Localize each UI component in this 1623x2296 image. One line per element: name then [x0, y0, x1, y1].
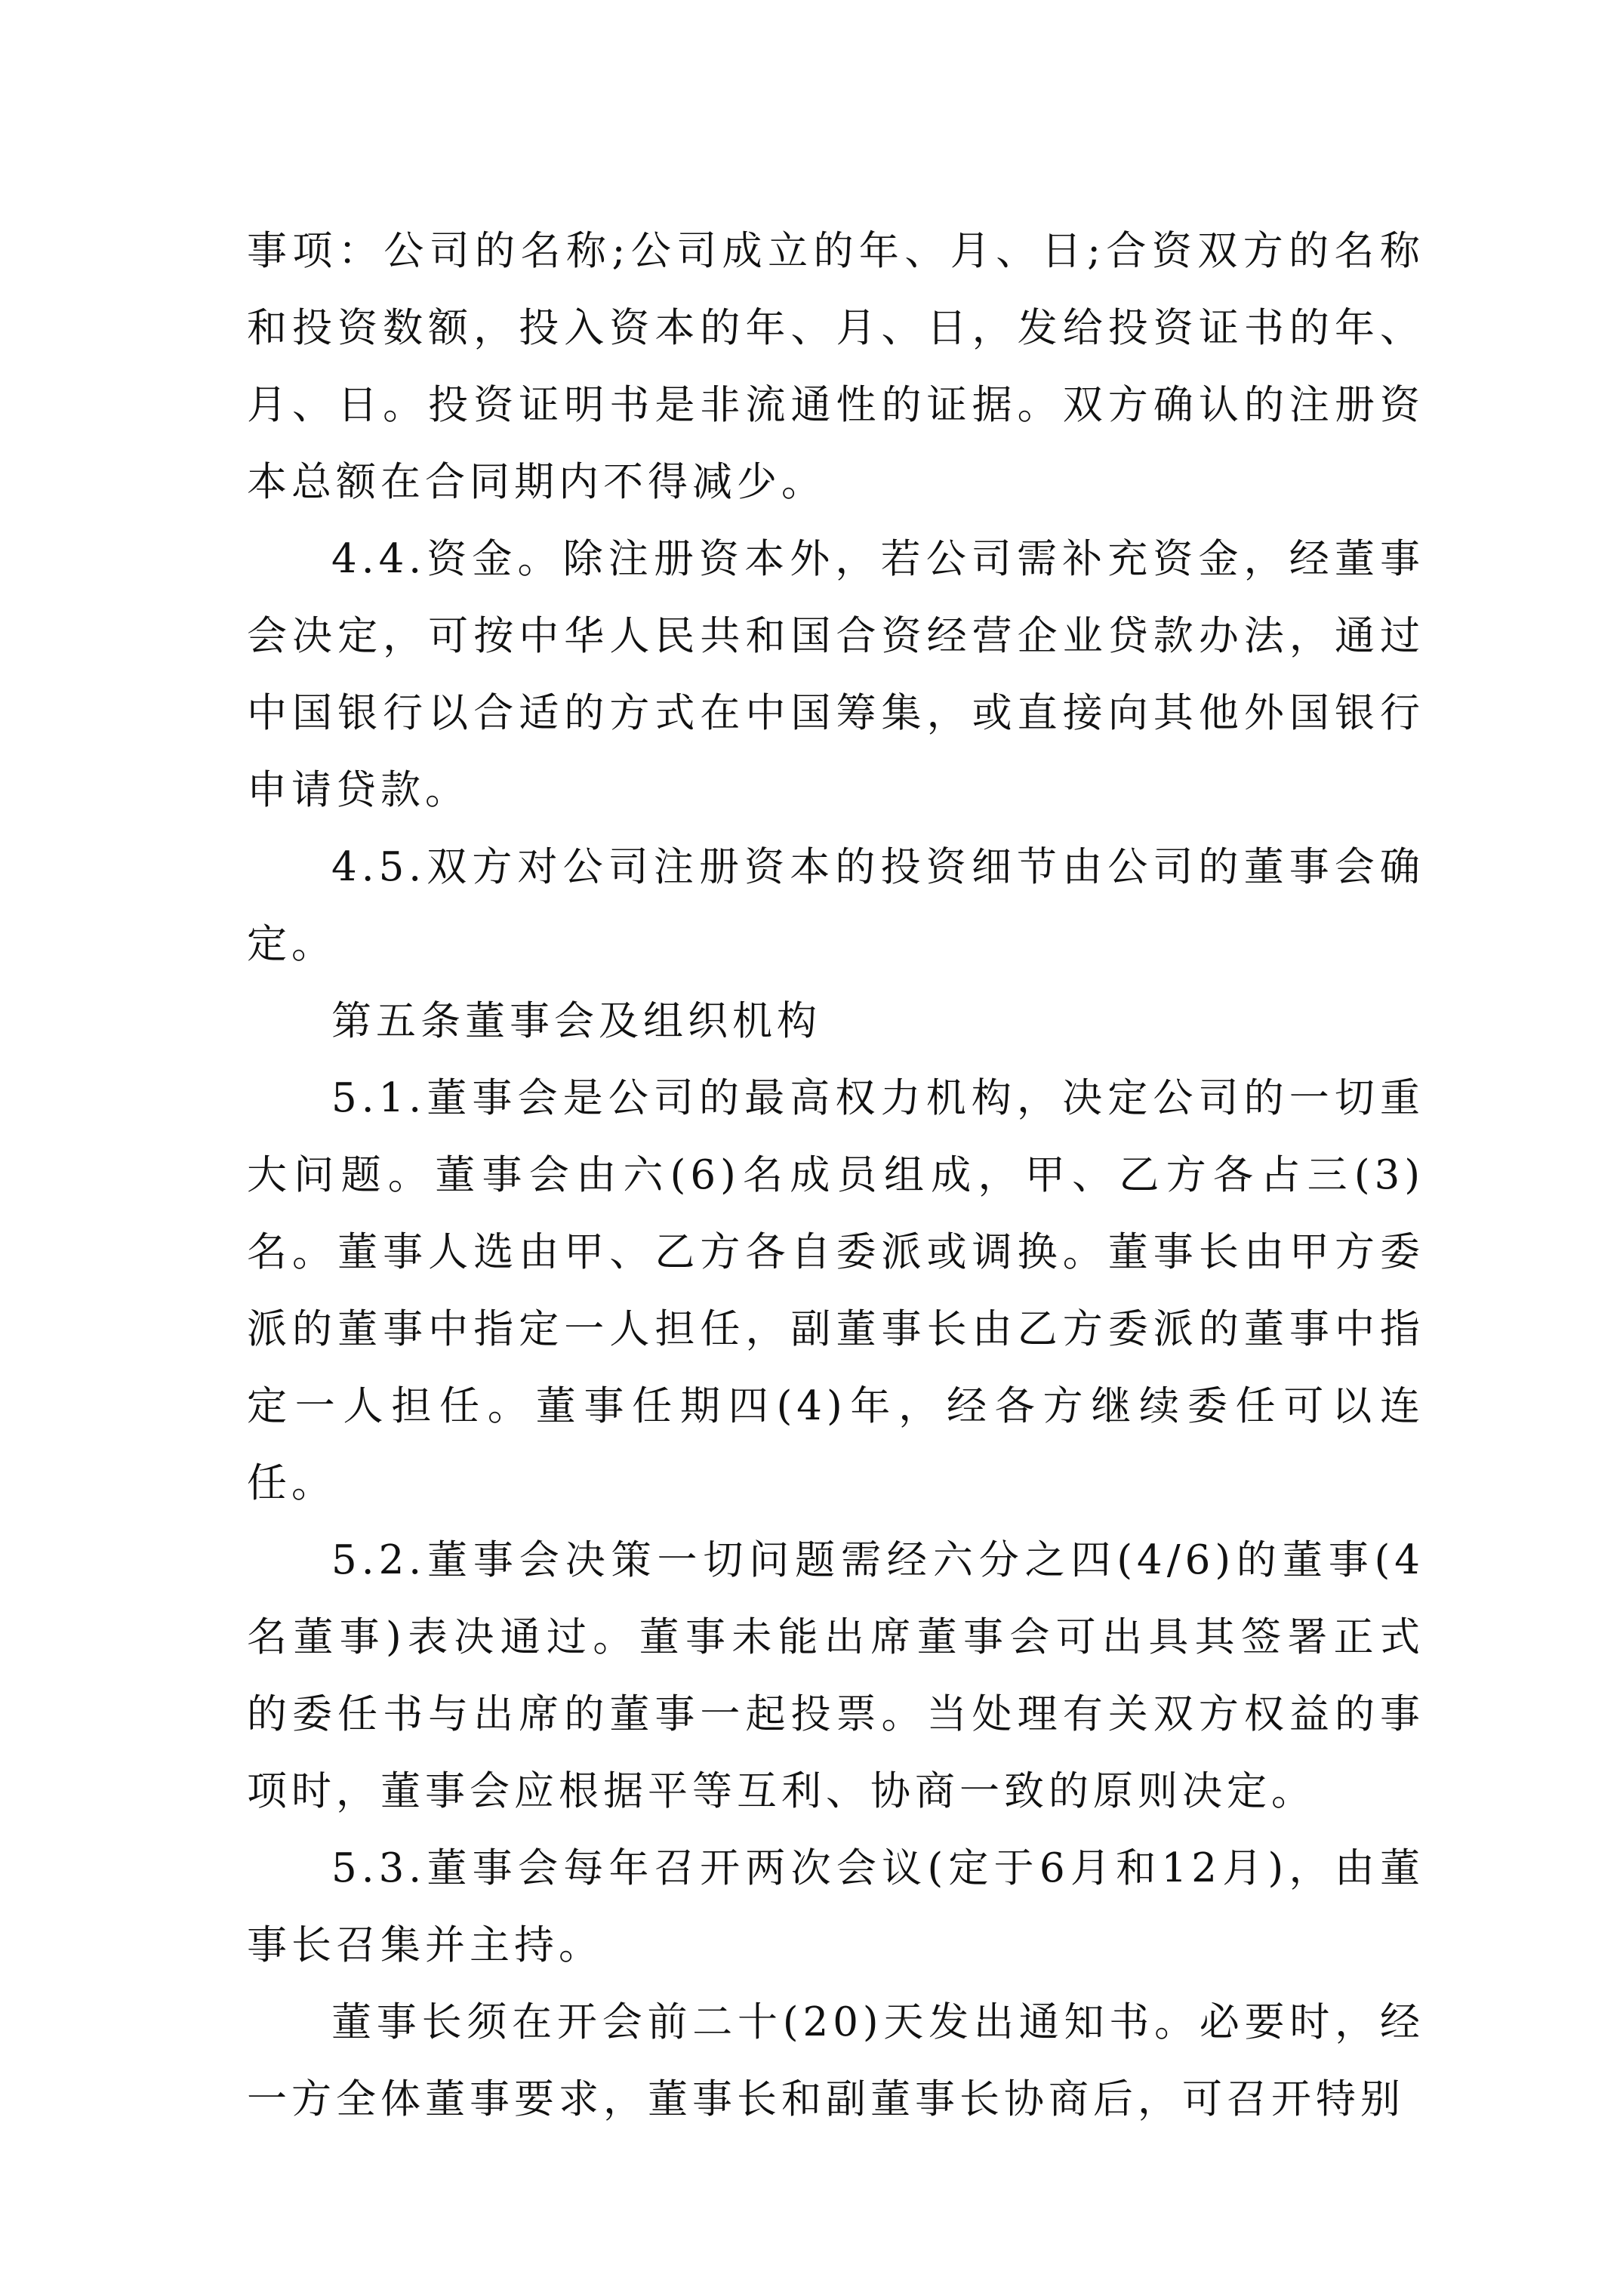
document-body [247, 213, 1424, 2138]
paragraph-meeting-notice: 董事长须在开会前二十(20)天发出通知书。必要时，经一方全体董事要求，董事长和副董事长协商后，可召开特别 [247, 1999, 1424, 2122]
paragraph-4-4-funds: 4.4.资金。除注册资本外，若公司需补充资金，经董事会决定，可按中华人民共和国合资经营企业贷款办法，通过中国银行以合适的方式在中国筹集，或直接向其他外国银行申请贷款。 [247, 536, 1424, 813]
paragraph-continued: 事项：公司的名称;公司成立的年、月、日;合资双方的名称和投资数额，投入资本的年、月、日，发给投资证书的年、月、日。投资证明书是非流通性的证据。双方确认的注册资本总额在合同期内不得减少。 [247, 228, 1424, 505]
paragraph-5-1-board: 5.1.董事会是公司的最高权力机构，决定公司的一切重大问题。董事会由六(6)名成员组成，甲、乙方各占三(3)名。董事人选由甲、乙方各自委派或调换。董事长由甲方委派的董事中指定一人担任，副董事长由乙方委派的董事中指定一人担任。董事任期四(4)年，经各方继续委任可以连任。 [247, 1075, 1424, 1506]
section-heading-article-5: 第五条董事会及组织机构 [331, 998, 821, 1044]
paragraph-5-3-meetings: 5.3.董事会每年召开两次会议(定于6月和12月)，由董事长召集并主持。 [247, 1845, 1424, 1968]
paragraph-4-5-investment-details: 4.5.双方对公司注册资本的投资细节由公司的董事会确定。 [247, 844, 1424, 967]
paragraph-5-2-voting: 5.2.董事会决策一切问题需经六分之四(4/6)的董事(4名董事)表决通过。董事未能出席董事会可出具其签署正式的委任书与出席的董事一起投票。当处理有关双方权益的事项时，董事会应根据平等互利、协商一致的原则决定。 [247, 1537, 1424, 1814]
